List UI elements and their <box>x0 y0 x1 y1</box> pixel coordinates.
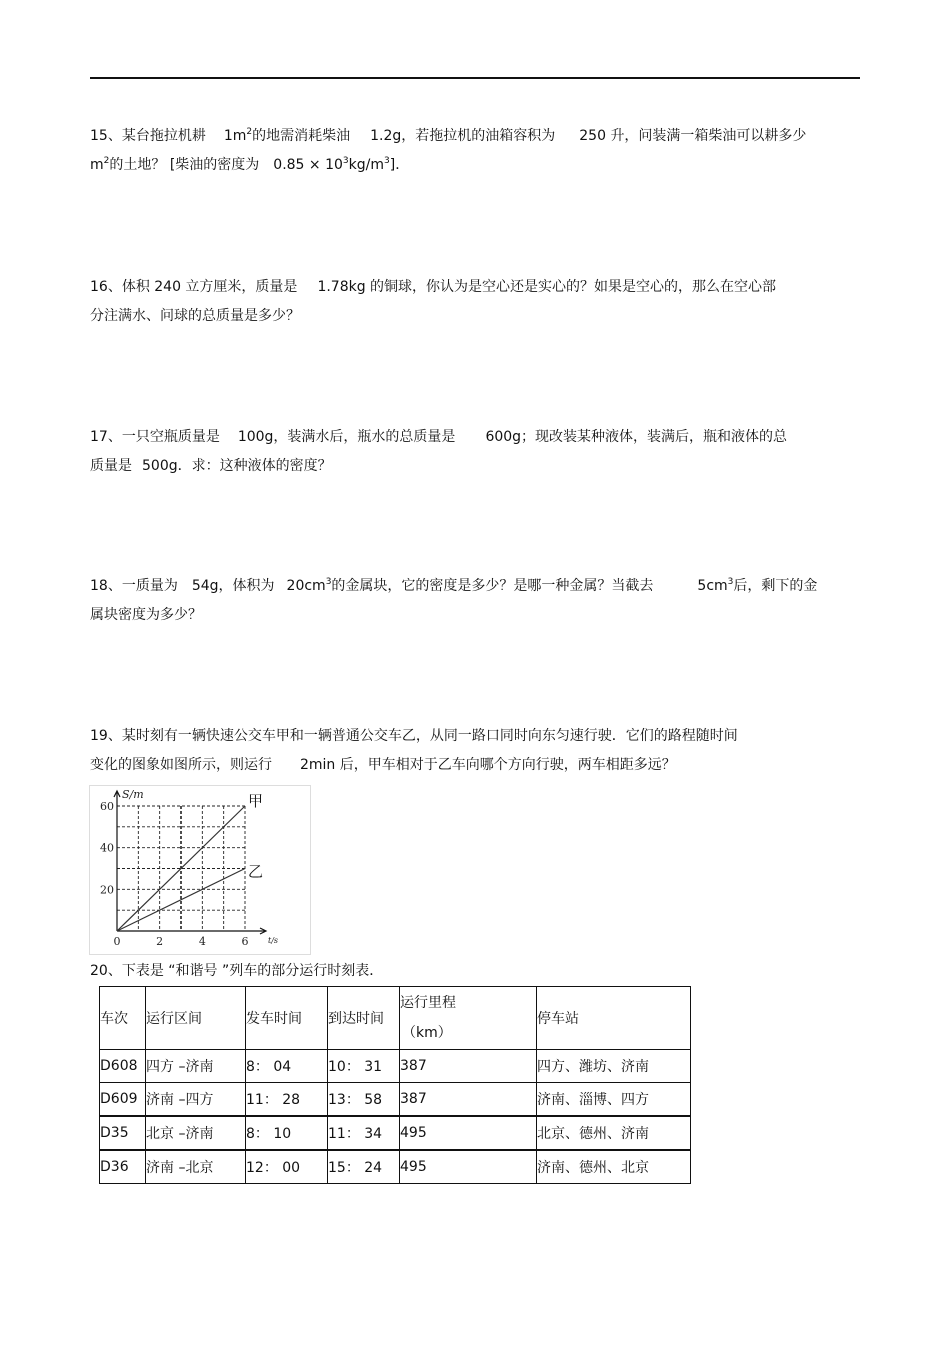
q17-text: 500g．求：这种液体的密度？ <box>142 458 332 474</box>
q15-area: 1m <box>223 128 247 144</box>
question-19 <box>90 722 860 780</box>
q20-text: 20、下表是 “和谐号 ”列车的部分运行时刻表． <box>90 963 384 979</box>
q15-density-unit-exp: 3 <box>384 156 390 166</box>
table-row <box>100 1083 691 1117</box>
table-row <box>100 1116 691 1150</box>
cell-stops: 北京、德州、济南 <box>537 1116 691 1150</box>
x-tick-label: 2 <box>156 935 164 948</box>
cell-distance: 495 <box>400 1150 537 1184</box>
cell-train-no: D609 <box>100 1083 146 1117</box>
q18-text: 54g，体积为 <box>191 578 275 594</box>
question-17 <box>90 423 860 481</box>
q16-text: 分注满水、问球的总质量是多少？ <box>90 308 300 324</box>
cell-stops: 四方、潍坊、济南 <box>537 1050 691 1083</box>
q15-text: 1.2g，若拖拉机的油箱容积为 <box>370 128 556 144</box>
q17-text: 17、一只空瓶质量是 <box>90 429 220 445</box>
q16-text: 1.78kg 的铜球，你认为是空心还是实心的？如果是空心的，那么在空心部 <box>317 279 777 295</box>
q15-density-unit: kg/m <box>348 157 385 173</box>
cell-depart: 12： 00 <box>246 1150 328 1184</box>
cell-route: 济南 –四方 <box>146 1083 246 1117</box>
q17-text: 100g，装满水后，瓶水的总质量是 <box>237 429 456 445</box>
cell-arrive: 15： 24 <box>328 1150 400 1184</box>
y-axis-label: S/m <box>122 788 144 801</box>
q18-volume: 20cm <box>286 578 326 594</box>
cell-route: 四方 –济南 <box>146 1050 246 1083</box>
q18-volume-exp: 3 <box>325 577 332 587</box>
q15-unit-exp: 2 <box>103 156 110 166</box>
cell-distance: 495 <box>400 1116 537 1150</box>
cell-depart: 11： 28 <box>246 1083 328 1117</box>
timetable <box>99 986 691 1184</box>
q15-unit: m <box>90 157 104 173</box>
q15-density: 0.85 × 10 <box>273 157 343 173</box>
x-tick-label: 4 <box>198 935 206 948</box>
q15-text: 15、某台拖拉机耕 <box>90 128 206 144</box>
q17-text: 600g；现改装某种液体，装满后，瓶和液体的总 <box>485 429 788 445</box>
header-distance <box>400 987 537 1050</box>
question-16 <box>90 273 860 331</box>
q18-volume: 5cm <box>697 578 728 594</box>
q18-text: 18、一质量为 <box>90 578 178 594</box>
y-tick-label: 60 <box>100 800 114 813</box>
cell-arrive: 10： 31 <box>328 1050 400 1083</box>
header-distance-label: 运行里程 <box>400 995 456 1011</box>
question-18 <box>90 572 860 630</box>
header-rule <box>90 77 860 79</box>
header-depart: 发车时间 <box>246 987 328 1050</box>
x-axis-label: t/s <box>268 936 279 945</box>
cell-depart: 8： 10 <box>246 1116 328 1150</box>
y-tick-label: 20 <box>100 883 114 897</box>
q15-text: 250 升，问装满一箱柴油可以耕多少 <box>579 128 807 144</box>
q17-text: 质量是 <box>90 458 132 474</box>
header-route: 运行区间 <box>146 987 246 1050</box>
series-label: 乙 <box>248 862 264 881</box>
cell-train-no: D35 <box>100 1116 146 1150</box>
distance-time-graph <box>89 785 311 955</box>
cell-route: 北京 –济南 <box>146 1116 246 1150</box>
q19-text: 19、某时刻有一辆快速公交车甲和一辆普通公交车乙，从同一路口同时向东匀速行驶．它们的路程随时间 <box>90 728 738 744</box>
header-distance-unit: （km） <box>402 1025 452 1041</box>
cell-stops: 济南、德州、北京 <box>537 1150 691 1184</box>
q18-text: 后，剩下的金 <box>733 578 818 594</box>
q15-density-exp: 3 <box>342 156 349 166</box>
chart-svg <box>90 786 310 954</box>
table-row <box>100 1050 691 1083</box>
q15-text: 的土地？ [柴油的密度为 <box>109 157 260 173</box>
q18-text: 属块密度为多少？ <box>90 607 202 623</box>
q15-text: 的地需消耗柴油 <box>252 128 351 144</box>
cell-stops: 济南、淄博、四方 <box>537 1083 691 1117</box>
header-stops: 停车站 <box>537 987 691 1050</box>
cell-distance: 387 <box>400 1050 537 1083</box>
x-tick-label: 6 <box>241 935 249 948</box>
q19-text: 2min 后，甲车相对于乙车向哪个方向行驶，两车相距多远？ <box>300 757 676 773</box>
q16-text: 16、体积 240 立方厘米，质量是 <box>90 279 298 295</box>
x-tick-label: 0 <box>113 935 121 948</box>
question-20 <box>90 958 383 984</box>
timetable-header-row <box>100 987 691 1050</box>
q19-text: 变化的图象如图所示，则运行 <box>90 757 272 773</box>
cell-train-no: D36 <box>100 1150 146 1184</box>
header-train-no: 车次 <box>100 987 146 1050</box>
cell-arrive: 11： 34 <box>328 1116 400 1150</box>
y-tick-label: 40 <box>100 841 114 855</box>
table-row <box>100 1150 691 1184</box>
cell-distance: 387 <box>400 1083 537 1117</box>
cell-train-no: D608 <box>100 1050 146 1083</box>
cell-depart: 8： 04 <box>246 1050 328 1083</box>
q18-text: 的金属块，它的密度是多少？是哪一种金属？当截去 <box>331 578 654 594</box>
header-arrive: 到达时间 <box>328 987 400 1050</box>
q18-volume-exp: 3 <box>727 577 734 587</box>
question-15 <box>90 122 860 180</box>
cell-route: 济南 –北京 <box>146 1150 246 1184</box>
q15-text: ]． <box>389 157 410 173</box>
series-label: 甲 <box>248 792 264 810</box>
q15-area-exp: 2 <box>246 127 253 137</box>
cell-arrive: 13： 58 <box>328 1083 400 1117</box>
